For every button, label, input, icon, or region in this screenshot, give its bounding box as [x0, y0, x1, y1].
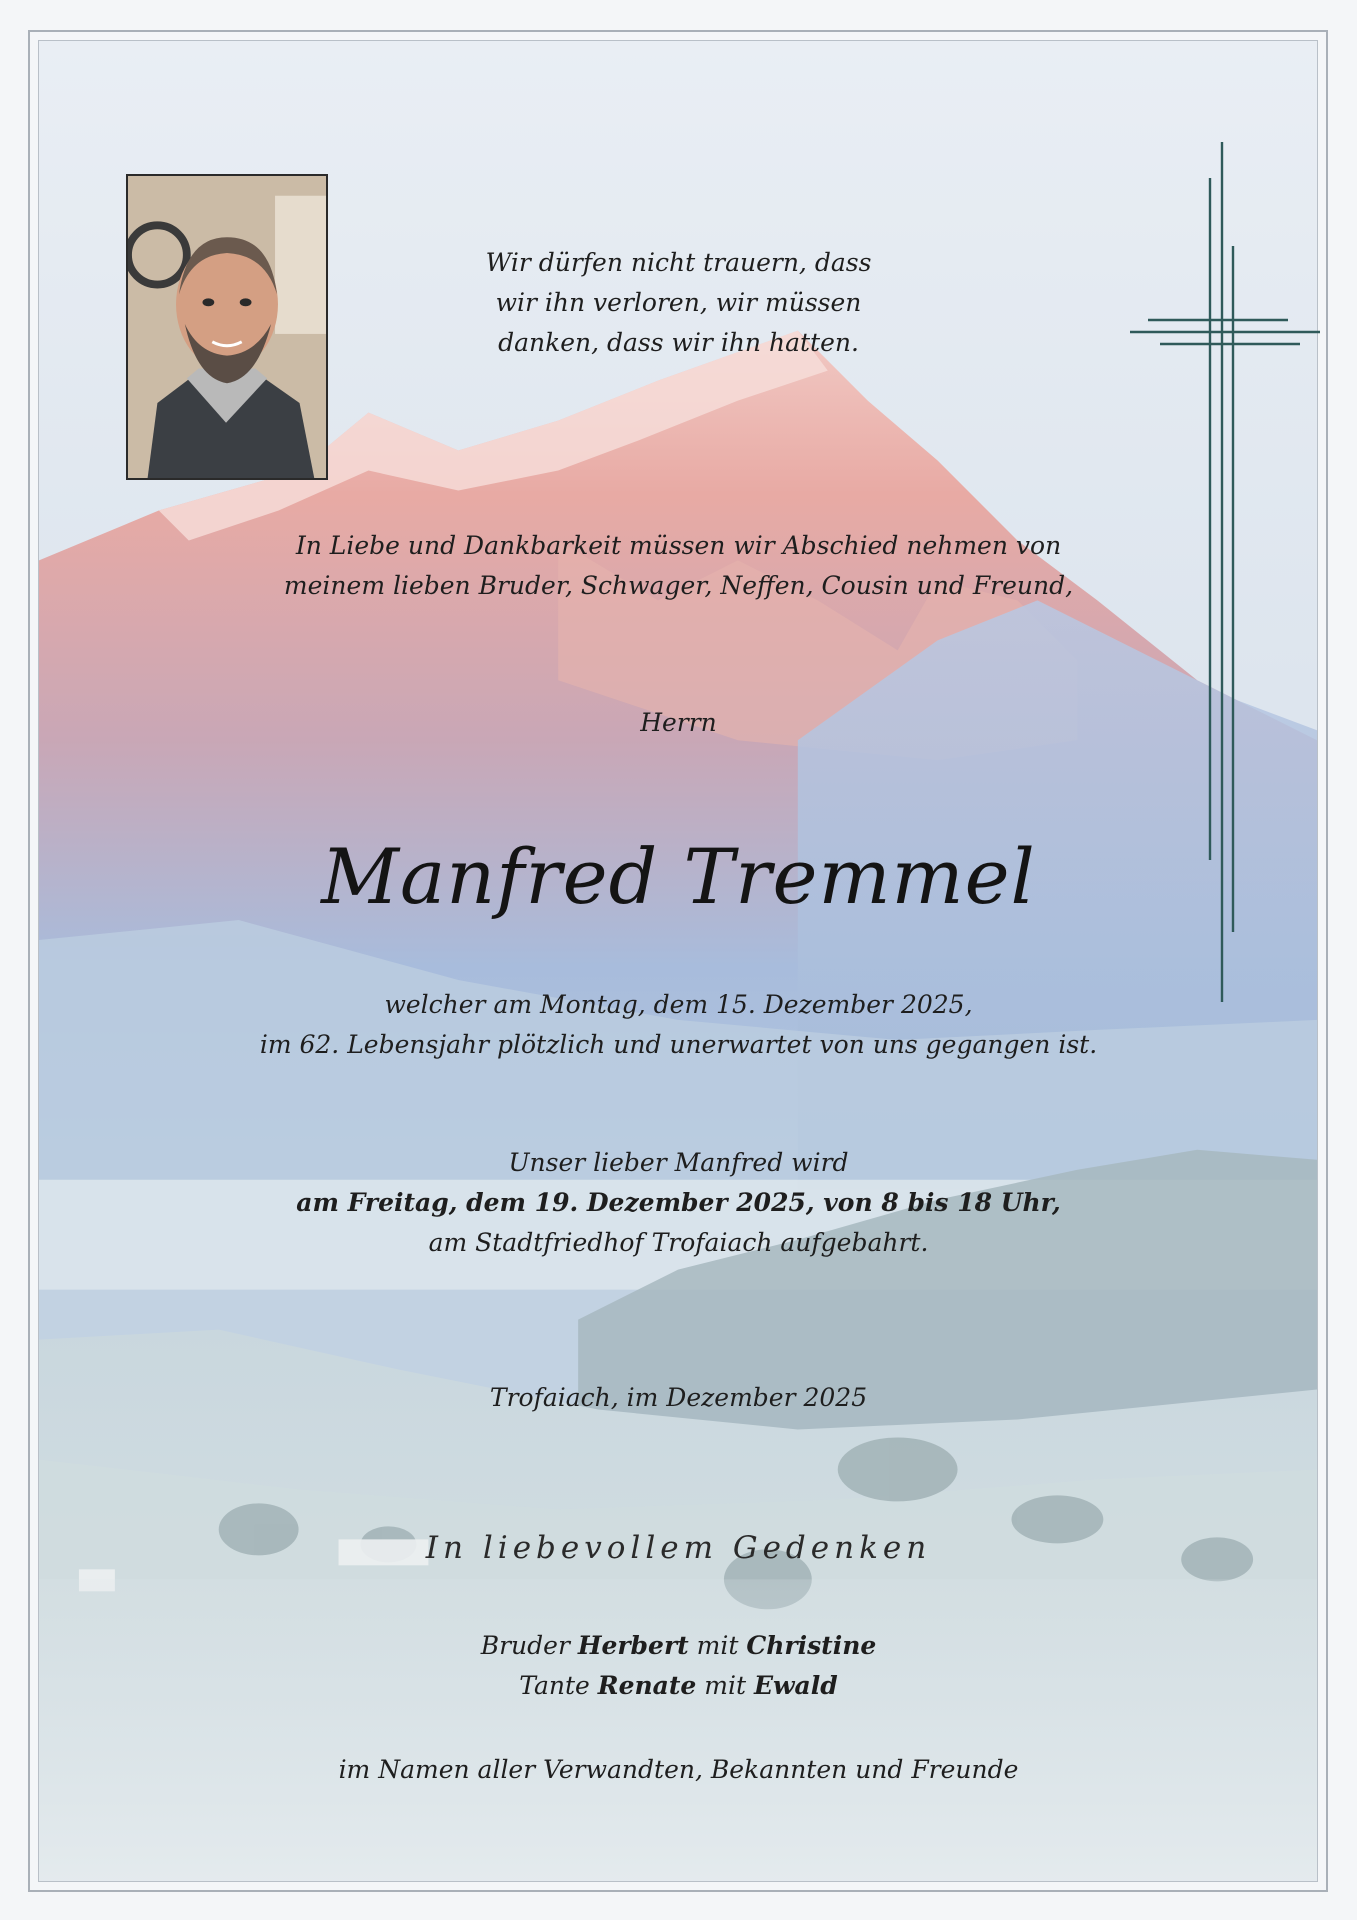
deceased-name [0, 832, 1357, 922]
quote-line: Wir dürfen nicht trauern, dass [485, 248, 872, 277]
viewing-block [0, 1143, 1357, 1263]
death-block [0, 985, 1357, 1065]
mourner-line [0, 1626, 1357, 1666]
mourner-partner: Ewald [753, 1671, 838, 1700]
viewing-line: am Stadtfriedhof Trofaiach aufgebahrt. [428, 1228, 929, 1257]
quote-block [0, 243, 1357, 363]
intro-line: In Liebe und Dankbarkeit müssen wir Abschied nehmen von [295, 531, 1062, 560]
memorial-heading [0, 1528, 1357, 1568]
intro-block [0, 526, 1357, 606]
memorial-text: In liebevollem Gedenken [425, 1530, 932, 1566]
quote-line: danken, dass wir ihn hatten. [498, 328, 859, 357]
mourner-joiner: mit [704, 1671, 747, 1700]
quote-line: wir ihn verloren, wir müssen [495, 288, 862, 317]
mourner-relation: Tante [519, 1671, 590, 1700]
mourner-name: Renate [597, 1671, 697, 1700]
death-line: im 62. Lebensjahr plötzlich und unerwartet von uns gegangen ist. [259, 1030, 1098, 1059]
place-date-text: Trofaiach, im Dezember 2025 [489, 1383, 868, 1412]
salutation [0, 703, 1357, 743]
mourner-partner: Christine [746, 1631, 877, 1660]
viewing-line: Unser lieber Manfred wird [508, 1148, 849, 1177]
closing-text: im Namen aller Verwandten, Bekannten und Freunde [338, 1755, 1019, 1784]
death-line: welcher am Montag, dem 15. Dezember 2025, [384, 990, 973, 1019]
mourner-name: Herbert [577, 1631, 689, 1660]
intro-line: meinem lieben Bruder, Schwager, Neffen, Cousin und Freund, [283, 571, 1074, 600]
mourner-joiner: mit [696, 1631, 739, 1660]
viewing-date-line: am Freitag, dem 19. Dezember 2025, von 8 bis 18 Uhr, [296, 1188, 1061, 1217]
mourner-relation: Bruder [480, 1631, 570, 1660]
salutation-text: Herrn [640, 708, 717, 737]
place-date [0, 1378, 1357, 1418]
mourner-line [0, 1666, 1357, 1706]
mourners-block [0, 1626, 1357, 1706]
deceased-name-text: Manfred Tremmel [321, 832, 1036, 921]
closing-line [0, 1750, 1357, 1790]
